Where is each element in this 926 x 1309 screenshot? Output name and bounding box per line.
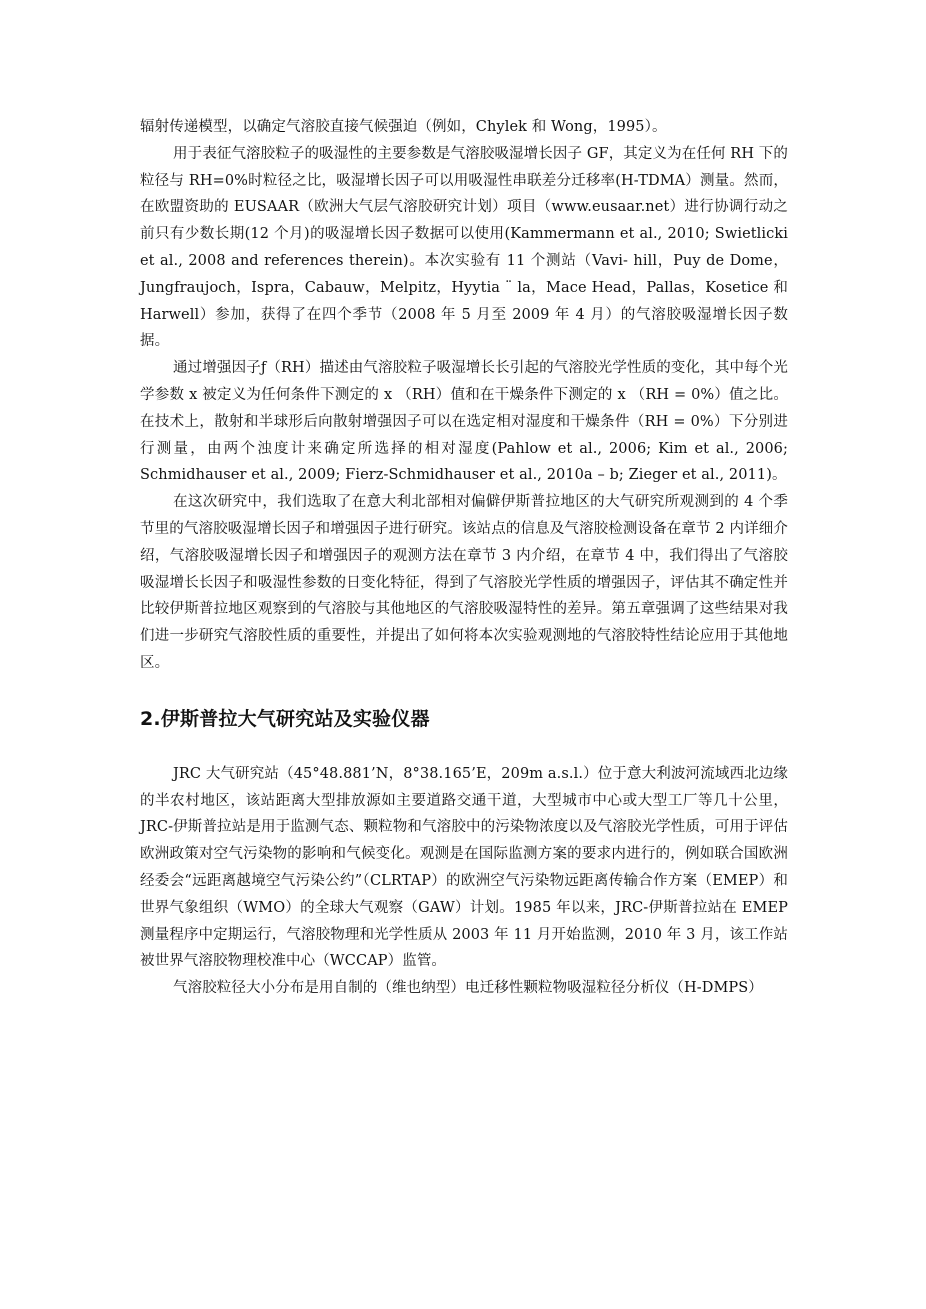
document-body xyxy=(140,114,788,1002)
paragraph-station-description: JRC 大气研究站（45°48.881’N，8°38.165’E，209m a.s.l.）位于意大利波河流域西北边缘的半农村地区，该站距离大型排放源如主要道路交通干道，大型城市中心或大型工厂等几十公里，JRC-伊斯普拉站是用于监测气态、颗粒物和气溶胶中的污染物浓度以及气溶胶光学性质，可用于评估欧洲政策对空气污染物的影响和气候变化。观测是在国际监测方案的要求内进行的，例如联合国欧洲经委会“远距离越境空气污染公约”（CLRTAP）的欧洲空气污染物远距离传输合作方案（EMEP）和 世界气象组织（WMO）的全球大气观察（GAW）计划。1985 年以来，JRC-伊斯普拉站在 EMEP 测量程序中定期运行，气溶胶物理和光学性质从 2003 年 11 月开始监测，2010 年 3 月，该工作站被世界气溶胶物理校准中心（WCCAP）监管。 xyxy=(140,765,788,970)
paragraph-instrument-description: 气溶胶粒径大小分布是用自制的（维也纳型）电迁移性颗粒物吸湿粒径分析仪（H-DMPS） xyxy=(173,980,763,997)
paragraph-continuation: 辐射传递模型，以确定气溶胶直接气候强迫（例如，Chylek 和 Wong，1995）。 xyxy=(140,119,667,135)
paragraph-study-overview: 在这次研究中，我们选取了在意大利北部相对偏僻伊斯普拉地区的大气研究所观测到的 4 个季节里的气溶胶吸湿增长因子和增强因子进行研究。该站点的信息及气溶胶检测设备在章节 2 内详细介绍，气溶胶吸湿增长因子和增强因子的观测方法在章节 3 内介绍，在章节 4 中，我们得出了气溶胶吸湿增长长因子和吸湿性参数的日变化特征，得到了气溶胶光学性质的增强因子，评估其不确定性并比较伊斯普拉地区观察到的气溶胶与其他地区的气溶胶吸湿特性的差异。第五章强调了这些结果对我们进一步研究气溶胶性质的重要性，并提出了如何将本次实验观测地的气溶胶特性结论应用于其他地区。 xyxy=(140,494,788,671)
section-heading: 2.伊斯普拉大气研究站及实验仪器 xyxy=(140,707,430,730)
paragraph-enhancement-factor: 通过增强因子ƒ（RH）描述由气溶胶粒子吸湿增长长引起的气溶胶光学性质的变化，其中每个光学参数 x 被定义为任何条件下测定的 x （RH）值和在干燥条件下测定的 x （RH = 0%）值之比。在技术上，散射和半球形后向散射增强因子可以在选定相对湿度和干燥条件（RH = 0%）下分别进行测量，由两个浊度计来确定所选择的相对湿度(Pahlow et al., 2006; Kim et al., 2006; Schmidhauser et al., 2009; Fierz-Schmidhauser et al., 2010a – b; Zieger et al., 2011)。 xyxy=(140,360,788,484)
paragraph-hygroscopic-growth-factor: 用于表征气溶胶粒子的吸湿性的主要参数是气溶胶吸湿增长因子 GF，其定义为在任何 RH 下的粒径与 RH=0%时粒径之比，吸湿增长因子可以用吸湿性串联差分迁移率(H-TDMA）测量。然而，在欧盟资助的 EUSAAR（欧洲大气层气溶胶研究计划）项目（www.eusaar.net）进行协调行动之前只有少数长期(12 个月)的吸湿增长因子数据可以使用(Kammermann et al., 2010; Swietlicki et al., 2008 and references therein)。本次实验有 11 个测站（Vavi- hill，Puy de Dome，Jungfraujoch，Ispra，Cabauw，Melpitz，Hyytia ¨ la，Mace Head，Pallas，Kosetice 和 Harwell）参加，获得了在四个季节（2008 年 5 月至 2009 年 4 月）的气溶胶吸湿增长因子数据。 xyxy=(140,145,788,350)
